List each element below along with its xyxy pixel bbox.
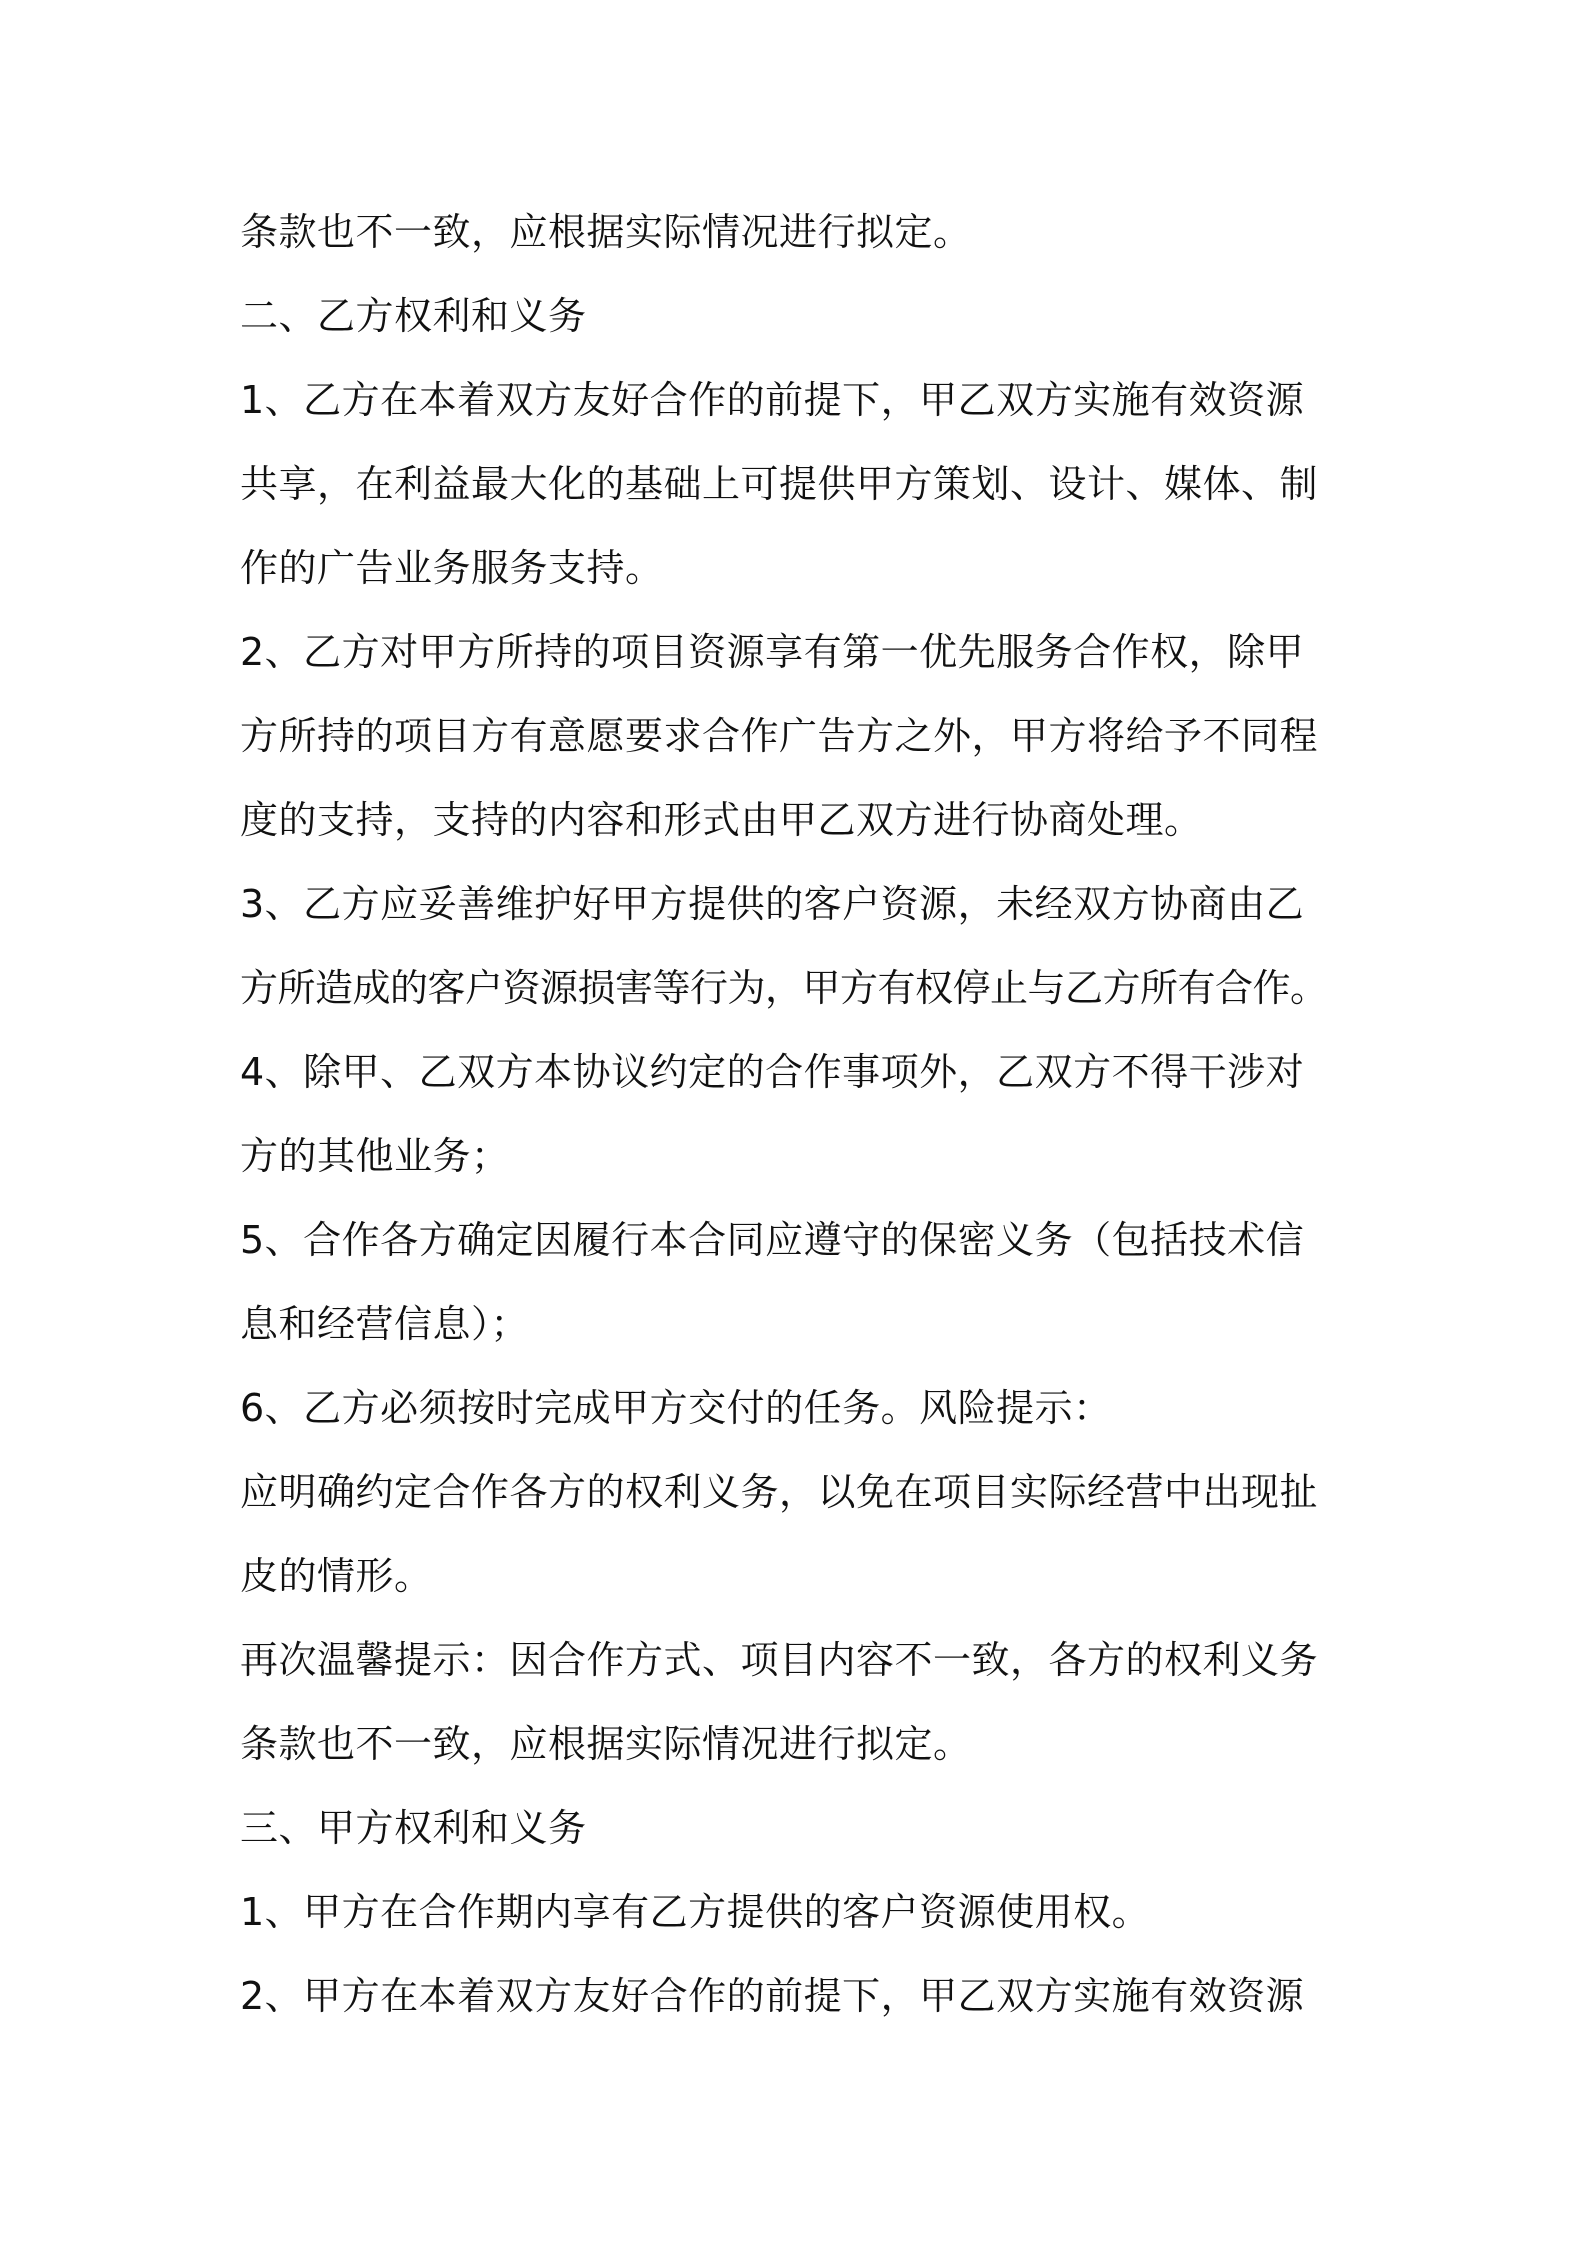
text-line-11: 4、除甲、乙双方本协议约定的合作事项外，乙双方不得干涉对 <box>240 1050 1305 1094</box>
text-line-17: 皮的情形。 <box>240 1554 433 1598</box>
text-line-22: 2、甲方在本着双方友好合作的前提下，甲乙双方实施有效资源 <box>240 1974 1305 2018</box>
text-line-13: 5、合作各方确定因履行本合同应遵守的保密义务（包括技术信 <box>240 1218 1305 1262</box>
text-line-9: 3、乙方应妥善维护好甲方提供的客户资源，未经双方协商由乙 <box>240 882 1305 926</box>
text-line-5: 作的广告业务服务支持。 <box>240 546 664 590</box>
text-line-4: 共享，在利益最大化的基础上可提供甲方策划、设计、媒体、制 <box>240 462 1319 506</box>
text-line-12: 方的其他业务； <box>240 1134 510 1178</box>
text-line-16: 应明确约定合作各方的权利义务，以免在项目实际经营中出现扯 <box>240 1470 1319 1514</box>
text-line-1: 条款也不一致，应根据实际情况进行拟定。 <box>240 210 972 254</box>
text-line-18: 再次温馨提示：因合作方式、项目内容不一致，各方的权利义务 <box>240 1638 1319 1682</box>
text-line-8: 度的支持，支持的内容和形式由甲乙双方进行协商处理。 <box>240 798 1203 842</box>
section-heading-2: 二、乙方权利和义务 <box>240 294 587 338</box>
text-line-7: 方所持的项目方有意愿要求合作广告方之外，甲方将给予不同程 <box>240 714 1319 758</box>
section-heading-3: 三、甲方权利和义务 <box>240 1806 587 1850</box>
text-line-3: 1、乙方在本着双方友好合作的前提下，甲乙双方实施有效资源 <box>240 378 1305 422</box>
text-line-10: 方所造成的客户资源损害等行为，甲方有权停止与乙方所有合作。 <box>240 966 1328 1010</box>
text-line-6: 2、乙方对甲方所持的项目资源享有第一优先服务合作权，除甲 <box>240 630 1305 674</box>
document-body <box>240 190 1360 2038</box>
text-line-15: 6、乙方必须按时完成甲方交付的任务。风险提示： <box>240 1386 1112 1430</box>
text-line-19: 条款也不一致，应根据实际情况进行拟定。 <box>240 1722 972 1766</box>
text-line-21: 1、甲方在合作期内享有乙方提供的客户资源使用权。 <box>240 1890 1151 1934</box>
text-line-14: 息和经营信息）； <box>240 1302 530 1346</box>
